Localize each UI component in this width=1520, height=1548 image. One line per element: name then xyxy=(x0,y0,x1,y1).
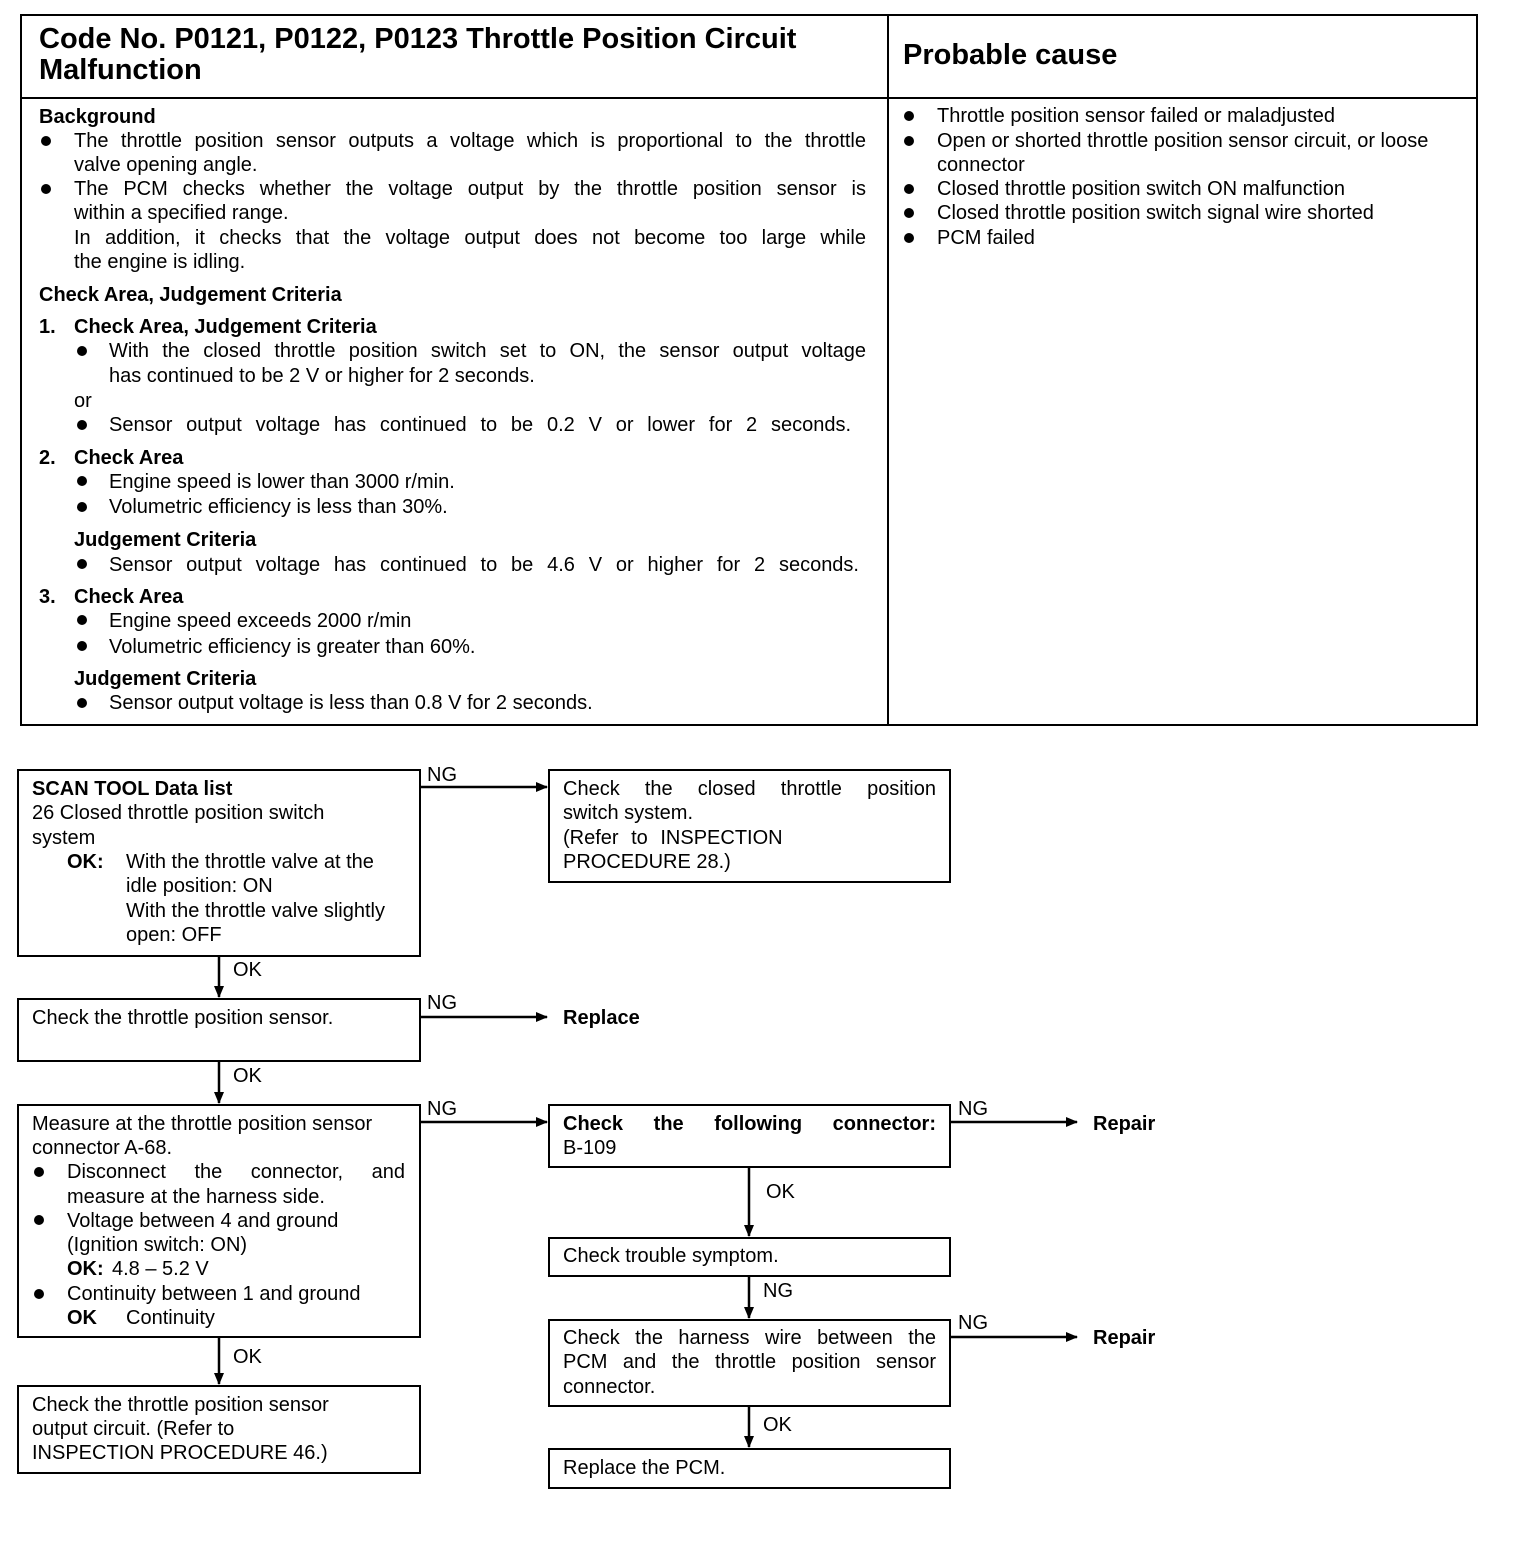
check-area-title: Check Area, Judgement Criteria xyxy=(39,284,342,306)
item1-or: or xyxy=(74,390,92,412)
harness-l1: Check the harness wire between the xyxy=(563,1327,936,1349)
tps-output-l3: INSPECTION PROCEDURE 46.) xyxy=(32,1442,328,1464)
background-b1-l2: valve opening angle. xyxy=(74,154,258,176)
bullet-icon xyxy=(34,1215,44,1225)
closed-throttle-switch-l2: switch system. xyxy=(563,802,694,824)
scan-tool-ok: OK: xyxy=(67,851,104,873)
ok-label: OK xyxy=(766,1181,795,1203)
closed-throttle-switch-l4: PROCEDURE 28.) xyxy=(563,851,731,873)
table-header-probable-cause: Probable cause xyxy=(903,39,1118,71)
scan-tool-l6: With the throttle valve slightly xyxy=(126,900,385,922)
item1-b2: Sensor output voltage has continued to be 0.2 V or lower for 2 seconds. xyxy=(109,414,851,436)
background-b2-l4: the engine is idling. xyxy=(74,251,246,273)
item3-judgement-title: Judgement Criteria xyxy=(74,668,257,690)
item2-judgement-title: Judgement Criteria xyxy=(74,529,257,551)
measure-b1-l2: measure at the harness side. xyxy=(67,1186,325,1208)
item2-b3: Sensor output voltage has continued to be 4.6 V or higher for 2 seconds. xyxy=(109,554,859,576)
check-tps-text: Check the throttle position sensor. xyxy=(32,1007,334,1029)
item2-b2: Volumetric efficiency is less than 30%. xyxy=(109,496,448,518)
item1-b1-l1: With the closed throttle position switch set to ON, the sensor output voltage xyxy=(109,340,866,362)
harness-l2: PCM and the throttle position sensor xyxy=(563,1351,936,1373)
trouble-symptom-text: Check trouble symptom. xyxy=(563,1245,779,1267)
measure-ok2-value: Continuity xyxy=(126,1307,215,1329)
ok-label: OK xyxy=(233,959,262,981)
background-b1-l1: The throttle position sensor outputs a voltage which is proportional to the throttle xyxy=(74,130,866,152)
bullet-icon xyxy=(34,1289,44,1299)
cause-3: Closed throttle position switch ON malfunction xyxy=(937,178,1345,200)
replace-pcm-text: Replace the PCM. xyxy=(563,1457,726,1479)
item2-number: 2. xyxy=(39,447,56,469)
closed-throttle-switch-l3: (Refer to INSPECTION xyxy=(563,827,783,849)
measure-ok2: OK xyxy=(67,1307,97,1329)
background-b2-l1: The PCM checks whether the voltage output by the throttle position sensor is xyxy=(74,178,866,200)
cause-2-l1: Open or shorted throttle position sensor circuit, or loose xyxy=(937,130,1429,152)
item1-title: Check Area, Judgement Criteria xyxy=(74,316,377,338)
scan-tool-l3: system xyxy=(32,827,96,849)
check-connector-l1: Check the following connector: xyxy=(563,1113,936,1135)
item2-title: Check Area xyxy=(74,447,184,469)
scan-tool-l2: 26 Closed throttle position switch xyxy=(32,802,325,824)
measure-l1: Measure at the throttle position sensor xyxy=(32,1113,373,1135)
ok-label: OK xyxy=(233,1346,262,1368)
measure-l2: connector A-68. xyxy=(32,1137,173,1159)
item3-b1: Engine speed exceeds 2000 r/min xyxy=(109,610,412,632)
item1-b1-l2: has continued to be 2 V or higher for 2 seconds. xyxy=(109,365,535,387)
repair-label-2: Repair xyxy=(1093,1327,1156,1349)
item1-number: 1. xyxy=(39,316,56,338)
measure-b2-l2: (Ignition switch: ON) xyxy=(67,1234,248,1256)
replace-label: Replace xyxy=(563,1007,640,1029)
tps-output-l1: Check the throttle position sensor xyxy=(32,1394,329,1416)
ng-label: NG xyxy=(958,1098,988,1120)
ng-label: NG xyxy=(427,764,457,786)
measure-b1-l1: Disconnect the connector, and xyxy=(67,1161,405,1183)
ng-label: NG xyxy=(958,1312,988,1334)
cause-1: Throttle position sensor failed or maladjusted xyxy=(937,105,1335,127)
scan-tool-l7: open: OFF xyxy=(126,924,222,946)
background-b2-l2: within a specified range. xyxy=(74,202,289,224)
cause-5: PCM failed xyxy=(937,227,1035,249)
ok-label: OK xyxy=(763,1414,792,1436)
scan-tool-title: SCAN TOOL Data list xyxy=(32,778,233,800)
bullet-icon xyxy=(34,1167,44,1177)
measure-ok1-value: 4.8 – 5.2 V xyxy=(112,1258,209,1280)
tps-output-l2: output circuit. (Refer to xyxy=(32,1418,235,1440)
item3-b3: Sensor output voltage is less than 0.8 V for 2 seconds. xyxy=(109,692,593,714)
measure-ok1: OK: xyxy=(67,1258,104,1280)
closed-throttle-switch-l1: Check the closed throttle position xyxy=(563,778,936,800)
cause-4: Closed throttle position switch signal wire shorted xyxy=(937,202,1374,224)
cause-2-l2: connector xyxy=(937,154,1025,176)
ng-label: NG xyxy=(427,992,457,1014)
check-connector-l2: B-109 xyxy=(563,1137,617,1159)
background-title: Background xyxy=(39,106,156,128)
item3-number: 3. xyxy=(39,586,56,608)
table-header-code-line1: Code No. P0121, P0122, P0123 Throttle Position Circuit xyxy=(39,23,797,55)
harness-l3: connector. xyxy=(563,1376,656,1398)
table-header-code-line2: Malfunction xyxy=(39,54,202,86)
ng-label: NG xyxy=(427,1098,457,1120)
repair-label-1: Repair xyxy=(1093,1113,1156,1135)
ng-label: NG xyxy=(763,1280,793,1302)
measure-b2-l1: Voltage between 4 and ground xyxy=(67,1210,339,1232)
background-b2-l3: In addition, it checks that the voltage output does not become too large while xyxy=(74,227,866,249)
scan-tool-l4: With the throttle valve at the xyxy=(126,851,374,873)
item3-title: Check Area xyxy=(74,586,184,608)
scan-tool-l5: idle position: ON xyxy=(126,875,273,897)
ok-label: OK xyxy=(233,1065,262,1087)
item2-b1: Engine speed is lower than 3000 r/min. xyxy=(109,471,455,493)
measure-b3-l1: Continuity between 1 and ground xyxy=(67,1283,361,1305)
item3-b2: Volumetric efficiency is greater than 60%. xyxy=(109,636,476,658)
